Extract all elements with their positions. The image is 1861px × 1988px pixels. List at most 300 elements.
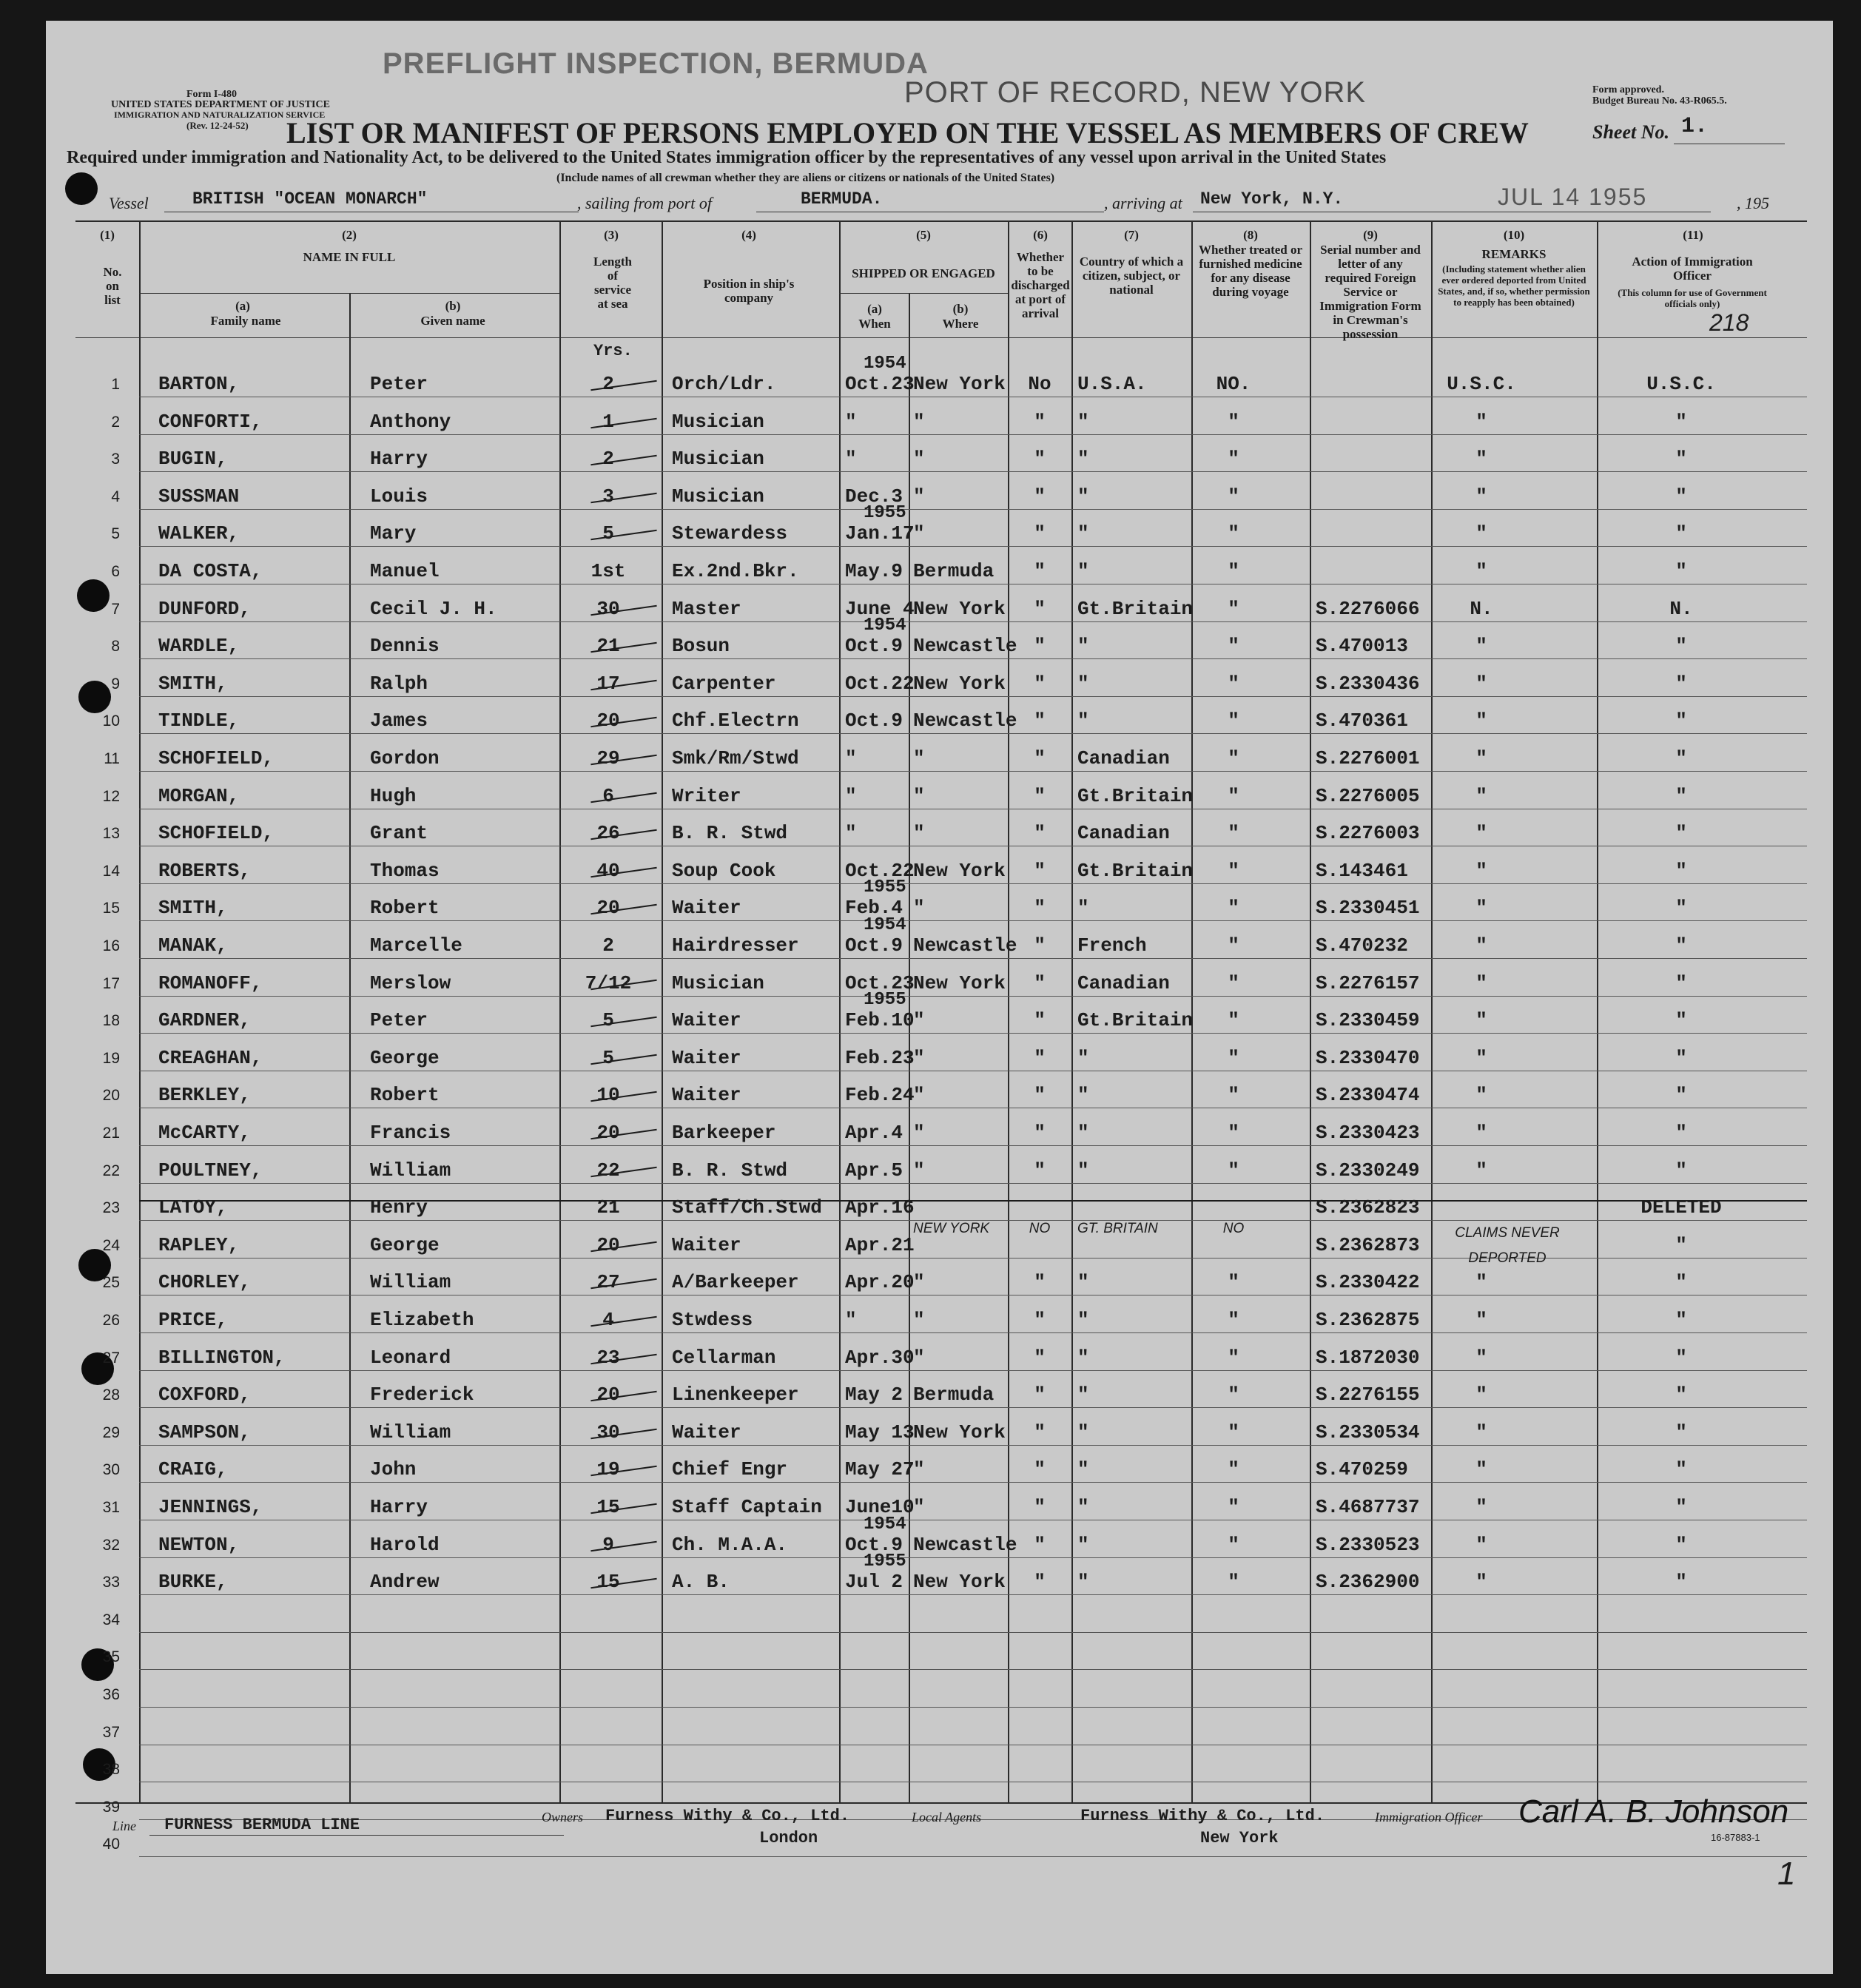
given-name-cell: Anthony	[370, 410, 451, 433]
row-rule	[139, 1033, 1807, 1034]
officer-signature: Carl A. B. Johnson	[1518, 1793, 1789, 1830]
where-cell: "	[913, 1309, 925, 1331]
col-remarks-note: (Including statement whether alien ever ordered deported from United States, and, if so, whether permission to reapply has been obtained)	[1438, 263, 1590, 308]
punch-hole	[65, 172, 98, 205]
remarks-cell: CLAIMS NEVER DEPORTED	[1455, 1224, 1560, 1266]
row-number: 33	[102, 1574, 120, 1591]
port-of-record-stamp: PORT OF RECORD, NEW YORK	[904, 76, 1367, 109]
remarks-cell: "	[1475, 784, 1487, 807]
when-cell: May 27	[845, 1458, 915, 1481]
row-number: 21	[102, 1125, 120, 1142]
col-num-2: (2)	[342, 228, 357, 242]
remarks-cell: "	[1475, 1421, 1487, 1443]
year-label: , 195	[1737, 194, 1769, 212]
action-cell: "	[1675, 1046, 1687, 1069]
treated-cell: NO	[1222, 1220, 1245, 1236]
remarks-cell: "	[1475, 1271, 1487, 1294]
action-cell: "	[1675, 971, 1687, 994]
serial-cell: S.2276003	[1316, 822, 1420, 845]
serial-cell: S.2362873	[1316, 1233, 1420, 1256]
serial-cell: S.2330451	[1316, 897, 1420, 920]
col-where: Where	[942, 317, 979, 331]
row-number: 28	[102, 1386, 120, 1404]
col-num-9: (9)	[1363, 228, 1378, 242]
year-cell: 1954	[864, 1514, 906, 1534]
remarks-cell: "	[1475, 971, 1487, 994]
row-number: 40	[102, 1836, 120, 1853]
when-cell: Oct.9	[845, 934, 903, 957]
family-name-cell: SMITH,	[158, 672, 228, 695]
position-cell: B. R. Stwd	[672, 822, 788, 845]
serial-cell: S.470259	[1316, 1458, 1408, 1481]
treated-cell: "	[1228, 859, 1239, 882]
row-number: 17	[102, 974, 120, 992]
remarks-cell: "	[1475, 1346, 1487, 1369]
position-cell: Waiter	[672, 1046, 741, 1069]
remarks-cell: "	[1475, 522, 1487, 545]
country-cell: "	[1077, 1496, 1089, 1518]
treated-cell: "	[1228, 1533, 1239, 1556]
where-cell: New York	[913, 672, 1006, 695]
where-cell: "	[913, 522, 925, 545]
discharged-cell: "	[1034, 1571, 1046, 1594]
row-rule	[139, 920, 1807, 921]
action-cell: "	[1675, 1309, 1687, 1331]
position-cell: Stewardess	[672, 522, 788, 545]
position-cell: Musician	[672, 971, 764, 994]
where-cell: Newcastle	[913, 934, 1017, 957]
treated-cell: "	[1228, 1009, 1239, 1032]
arriving-label: , arriving at	[1104, 194, 1182, 212]
action-cell: "	[1675, 1458, 1687, 1481]
discharged-cell: "	[1034, 934, 1046, 957]
position-cell: Smk/Rm/Stwd	[672, 747, 799, 769]
length-cell: 19	[596, 1458, 620, 1481]
length-cell: 29	[596, 747, 620, 769]
treated-cell: "	[1228, 971, 1239, 994]
country-cell: Gt.Britain	[1077, 859, 1194, 882]
col-when: When	[858, 317, 891, 331]
when-cell: Apr.21	[845, 1233, 915, 1256]
country-cell: "	[1077, 1122, 1089, 1144]
print-code: 16-87883-1	[1711, 1832, 1760, 1843]
row-number: 14	[102, 862, 120, 880]
year-cell: 1955	[864, 1551, 906, 1572]
country-cell: "	[1077, 1384, 1089, 1406]
action-cell: "	[1675, 1233, 1687, 1256]
serial-cell: S.2330423	[1316, 1122, 1420, 1144]
where-cell: Newcastle	[913, 710, 1017, 732]
length-cell: 7/12	[585, 971, 632, 994]
where-cell: "	[913, 448, 925, 471]
position-cell: Waiter	[672, 897, 741, 920]
family-name-cell: WARDLE,	[158, 635, 240, 658]
family-name-cell: MANAK,	[158, 934, 228, 957]
position-cell: Hairdresser	[672, 934, 799, 957]
family-name-cell: DA COSTA,	[158, 560, 263, 582]
family-name-cell: SAMPSON,	[158, 1421, 251, 1443]
given-name-cell: Robert	[370, 1084, 440, 1107]
remarks-cell: "	[1475, 1496, 1487, 1518]
row-rule	[139, 1407, 1807, 1408]
year-cell: 1955	[864, 990, 906, 1011]
given-name-cell: Grant	[370, 822, 428, 845]
row-rule	[139, 696, 1807, 697]
when-cell: Oct.22	[845, 672, 915, 695]
length-cell: 3	[602, 485, 614, 508]
remarks-cell: "	[1475, 1384, 1487, 1406]
position-cell: Ex.2nd.Bkr.	[672, 560, 799, 582]
serial-cell: S.470013	[1316, 635, 1408, 658]
family-name-cell: TINDLE,	[158, 710, 240, 732]
length-cell: 2	[602, 934, 614, 957]
remarks-cell: "	[1475, 1084, 1487, 1107]
length-cell: 20	[596, 710, 620, 732]
when-cell: Apr.16	[845, 1196, 915, 1219]
family-name-cell: POULTNEY,	[158, 1159, 263, 1182]
row-23-strike	[139, 1200, 1807, 1202]
discharged-cell: "	[1034, 1533, 1046, 1556]
treated-cell: "	[1228, 410, 1239, 433]
col-num-1: (1)	[100, 228, 115, 242]
col-num-5: (5)	[916, 228, 931, 242]
given-name-cell: James	[370, 710, 428, 732]
length-cell: 21	[596, 635, 620, 658]
treated-cell: "	[1228, 1421, 1239, 1443]
length-cell: 1	[602, 410, 614, 433]
where-cell: "	[913, 784, 925, 807]
length-cell: 5	[602, 1046, 614, 1069]
agents-city: New York	[1200, 1829, 1279, 1847]
date-stamp: JUL 14 1955	[1498, 183, 1648, 210]
when-cell: "	[845, 747, 857, 769]
discharged-cell: "	[1034, 1384, 1046, 1406]
row-number: 16	[102, 937, 120, 954]
col-when-a: (a)	[867, 302, 882, 316]
when-cell: Oct.23	[845, 971, 915, 994]
when-cell: Dec.3	[845, 485, 903, 508]
given-name-cell: Elizabeth	[370, 1309, 474, 1331]
serial-cell: S.2330534	[1316, 1421, 1420, 1443]
col-serial: Serial number and letter of any required Foreign Service or Immigration Form in Crewman's possession	[1319, 243, 1421, 341]
given-name-cell: William	[370, 1421, 451, 1443]
family-name-cell: LATOY,	[158, 1196, 228, 1219]
position-cell: Musician	[672, 448, 764, 471]
row-number: 11	[104, 750, 120, 767]
remarks-cell: "	[1475, 859, 1487, 882]
given-name-cell: Dennis	[370, 635, 440, 658]
length-cell: 20	[596, 1122, 620, 1144]
row-number: 5	[111, 525, 120, 543]
action-cell: DELETED	[1640, 1196, 1722, 1219]
length-cell: 23	[596, 1346, 620, 1369]
page-subtitle: Required under immigration and Nationality Act, to be delivered to the United States immigration officer by the representatives of any vessel upon arrival in the United States	[67, 148, 1387, 167]
serial-cell: S.2330474	[1316, 1084, 1420, 1107]
treated-cell: "	[1228, 597, 1239, 620]
when-cell: Feb.24	[845, 1084, 915, 1107]
position-cell: B. R. Stwd	[672, 1159, 788, 1182]
country-cell: Gt.Britain	[1077, 1009, 1194, 1032]
when-cell: May 13	[845, 1421, 915, 1443]
given-name-cell: Manuel	[370, 560, 440, 582]
country-cell: U.S.A.	[1077, 373, 1147, 395]
given-name-cell: Mary	[370, 522, 417, 545]
length-cell: 2	[602, 373, 614, 395]
family-name-cell: CONFORTI,	[158, 410, 263, 433]
position-cell: Master	[672, 597, 741, 620]
given-name-cell: Gordon	[370, 747, 440, 769]
remarks-cell: "	[1475, 934, 1487, 957]
given-name-cell: Merslow	[370, 971, 451, 994]
when-cell: June10	[845, 1496, 915, 1518]
revision-label: (Rev. 12-24-52)	[186, 120, 249, 131]
discharged-cell: "	[1034, 1046, 1046, 1069]
discharged-cell: "	[1034, 522, 1046, 545]
remarks-cell: "	[1475, 410, 1487, 433]
position-cell: Waiter	[672, 1421, 741, 1443]
discharged-cell: NO	[1029, 1220, 1051, 1236]
when-cell: Apr.20	[845, 1271, 915, 1294]
position-cell: Orch/Ldr.	[672, 373, 776, 395]
row-number: 31	[102, 1499, 120, 1516]
treated-cell: "	[1228, 1571, 1239, 1594]
row-number: 7	[111, 600, 120, 618]
where-cell: "	[913, 1046, 925, 1069]
action-cell: "	[1675, 934, 1687, 957]
discharged-cell: "	[1034, 971, 1046, 994]
discharged-cell: "	[1034, 635, 1046, 658]
action-cell: "	[1675, 1159, 1687, 1182]
country-cell: Canadian	[1077, 747, 1170, 769]
family-name-cell: SUSSMAN	[158, 485, 240, 508]
row-rule	[139, 1183, 1807, 1184]
row-rule	[139, 883, 1807, 884]
family-name-cell: SMITH,	[158, 897, 228, 920]
discharged-cell: "	[1034, 448, 1046, 471]
discharged-cell: "	[1034, 410, 1046, 433]
row-number: 37	[102, 1723, 120, 1741]
row-rule	[139, 1707, 1807, 1708]
family-name-cell: ROMANOFF,	[158, 971, 263, 994]
where-cell: "	[913, 1346, 925, 1369]
discharged-cell: "	[1034, 560, 1046, 582]
length-cell: 10	[596, 1084, 620, 1107]
position-cell: Linenkeeper	[672, 1384, 799, 1406]
remarks-cell: "	[1475, 822, 1487, 845]
treated-cell: "	[1228, 522, 1239, 545]
row-rule	[139, 1669, 1807, 1670]
row-number: 23	[102, 1199, 120, 1217]
discharged-cell: "	[1034, 1122, 1046, 1144]
remarks-cell: "	[1475, 448, 1487, 471]
action-cell: "	[1675, 1084, 1687, 1107]
col-position: Position in ship's company	[703, 277, 795, 305]
department-label: UNITED STATES DEPARTMENT OF JUSTICE	[111, 99, 330, 110]
row-rule	[139, 733, 1807, 734]
discharged-cell: "	[1034, 710, 1046, 732]
discharged-cell: No	[1028, 373, 1051, 395]
treated-cell: "	[1228, 1122, 1239, 1144]
when-cell: Jan.17	[845, 522, 915, 545]
line-label: Line	[112, 1819, 137, 1833]
vessel-label: Vessel	[109, 194, 149, 212]
given-name-cell: Cecil J. H.	[370, 597, 497, 620]
length-cell: 5	[602, 522, 614, 545]
given-name-cell: Ralph	[370, 672, 428, 695]
row-rule	[139, 1482, 1807, 1483]
treated-cell: "	[1228, 822, 1239, 845]
action-cell: "	[1675, 1271, 1687, 1294]
action-cell: "	[1675, 822, 1687, 845]
col-num-7: (7)	[1124, 228, 1139, 242]
when-cell: "	[845, 1309, 857, 1331]
row-rule	[139, 1332, 1807, 1333]
year-cell: 1954	[864, 915, 906, 935]
country-cell: "	[1077, 1571, 1089, 1594]
given-name-cell: George	[370, 1233, 440, 1256]
length-cell: 2	[602, 448, 614, 471]
family-name-cell: MORGAN,	[158, 784, 240, 807]
form-number: Form I-480	[186, 89, 238, 100]
where-cell: New York	[913, 1421, 1006, 1443]
given-name-cell: Leonard	[370, 1346, 451, 1369]
row-rule	[139, 1370, 1807, 1371]
position-cell: Staff Captain	[672, 1496, 822, 1518]
length-cell: 30	[596, 1421, 620, 1443]
treated-cell: "	[1228, 1384, 1239, 1406]
col-num-11: (11)	[1683, 228, 1703, 242]
discharged-cell: "	[1034, 1458, 1046, 1481]
serial-cell: S.2330523	[1316, 1533, 1420, 1556]
serial-cell: S.2276001	[1316, 747, 1420, 769]
form-approved: Form approved.	[1592, 84, 1664, 95]
family-name-cell: BERKLEY,	[158, 1084, 251, 1107]
given-name-cell: Andrew	[370, 1571, 440, 1594]
treated-cell: "	[1228, 448, 1239, 471]
family-name-cell: CREAGHAN,	[158, 1046, 263, 1069]
given-name-cell: Louis	[370, 485, 428, 508]
col-num-3: (3)	[604, 228, 619, 242]
row-number: 22	[102, 1162, 120, 1179]
remarks-cell: "	[1475, 1533, 1487, 1556]
length-cell: 40	[596, 859, 620, 882]
discharged-cell: "	[1034, 1496, 1046, 1518]
length-cell: 21	[596, 1196, 620, 1219]
treated-cell: NO.	[1216, 373, 1251, 395]
serial-cell: S.2276005	[1316, 784, 1420, 807]
position-cell: Chief Engr	[672, 1458, 788, 1481]
treated-cell: "	[1228, 1271, 1239, 1294]
country-cell: "	[1077, 1084, 1089, 1107]
serial-cell: S.143461	[1316, 859, 1408, 882]
treated-cell: "	[1228, 1046, 1239, 1069]
family-name-cell: NEWTON,	[158, 1533, 240, 1556]
discharged-cell: "	[1034, 1309, 1046, 1331]
row-number: 9	[111, 675, 120, 693]
serial-cell: S.2330249	[1316, 1159, 1420, 1182]
where-cell: New York	[913, 859, 1006, 882]
col-name-in-full: NAME IN FULL	[303, 250, 396, 264]
serial-cell: S.2276066	[1316, 597, 1420, 620]
action-cell: "	[1675, 710, 1687, 732]
remarks-cell: "	[1475, 485, 1487, 508]
family-name-cell: BURKE,	[158, 1571, 228, 1594]
given-name-cell: Peter	[370, 1009, 428, 1032]
country-cell: "	[1077, 1533, 1089, 1556]
row-number: 15	[102, 900, 120, 917]
officer-label: Immigration Officer	[1375, 1810, 1483, 1824]
given-name-cell: William	[370, 1159, 451, 1182]
discharged-cell: "	[1034, 672, 1046, 695]
country-cell: "	[1077, 522, 1089, 545]
length-cell: 17	[596, 672, 620, 695]
col-country: Country of which a citizen, subject, or national	[1079, 255, 1184, 297]
action-cell: "	[1675, 784, 1687, 807]
row-number: 6	[111, 563, 120, 580]
when-cell: "	[845, 822, 857, 845]
row-number: 39	[102, 1798, 120, 1816]
country-cell: Gt.Britain	[1077, 597, 1194, 620]
discharged-cell: "	[1034, 897, 1046, 920]
serial-cell: S.2330459	[1316, 1009, 1420, 1032]
country-cell: "	[1077, 1458, 1089, 1481]
country-cell: "	[1077, 410, 1089, 433]
owners-city: London	[759, 1829, 818, 1847]
handwritten-count: 218	[1709, 309, 1749, 336]
position-cell: A. B.	[672, 1571, 730, 1594]
col-shipped: SHIPPED OR ENGAGED	[852, 266, 995, 280]
where-cell: "	[913, 897, 925, 920]
action-cell: "	[1675, 560, 1687, 582]
discharged-cell: "	[1034, 1271, 1046, 1294]
action-cell: "	[1675, 448, 1687, 471]
row-number: 25	[102, 1274, 120, 1292]
family-name-cell: DUNFORD,	[158, 597, 251, 620]
family-name-cell: GARDNER,	[158, 1009, 251, 1032]
where-cell: "	[913, 485, 925, 508]
when-cell: Oct.23	[845, 373, 915, 395]
row-number: 36	[102, 1686, 120, 1703]
family-name-cell: CHORLEY,	[158, 1271, 251, 1294]
remarks-cell: "	[1475, 1009, 1487, 1032]
treated-cell: "	[1228, 485, 1239, 508]
action-cell: "	[1675, 747, 1687, 769]
col-given-name: Given name	[420, 314, 485, 328]
action-cell: "	[1675, 1346, 1687, 1369]
sheet-number: 1.	[1681, 114, 1709, 139]
length-cell: 20	[596, 1233, 620, 1256]
family-name-cell: COXFORD,	[158, 1384, 251, 1406]
treated-cell: "	[1228, 897, 1239, 920]
where-cell: Newcastle	[913, 1533, 1017, 1556]
action-cell: "	[1675, 1421, 1687, 1443]
length-cell: 6	[602, 784, 614, 807]
serial-cell: S.2362900	[1316, 1571, 1420, 1594]
when-cell: "	[845, 448, 857, 471]
action-cell: "	[1675, 485, 1687, 508]
family-name-cell: RAPLEY,	[158, 1233, 240, 1256]
year-cell: 1955	[864, 877, 906, 898]
when-cell: Apr.4	[845, 1122, 903, 1144]
col-action: Action of Immigration Officer	[1632, 255, 1753, 283]
col-given-b: (b)	[445, 299, 461, 313]
given-name-cell: Hugh	[370, 784, 417, 807]
serial-cell: S.2276155	[1316, 1384, 1420, 1406]
country-cell: "	[1077, 672, 1089, 695]
country-cell: "	[1077, 1271, 1089, 1294]
col-treated: Whether treated or furnished medicine for any disease during voyage	[1198, 243, 1303, 299]
row-number: 1	[111, 376, 120, 393]
